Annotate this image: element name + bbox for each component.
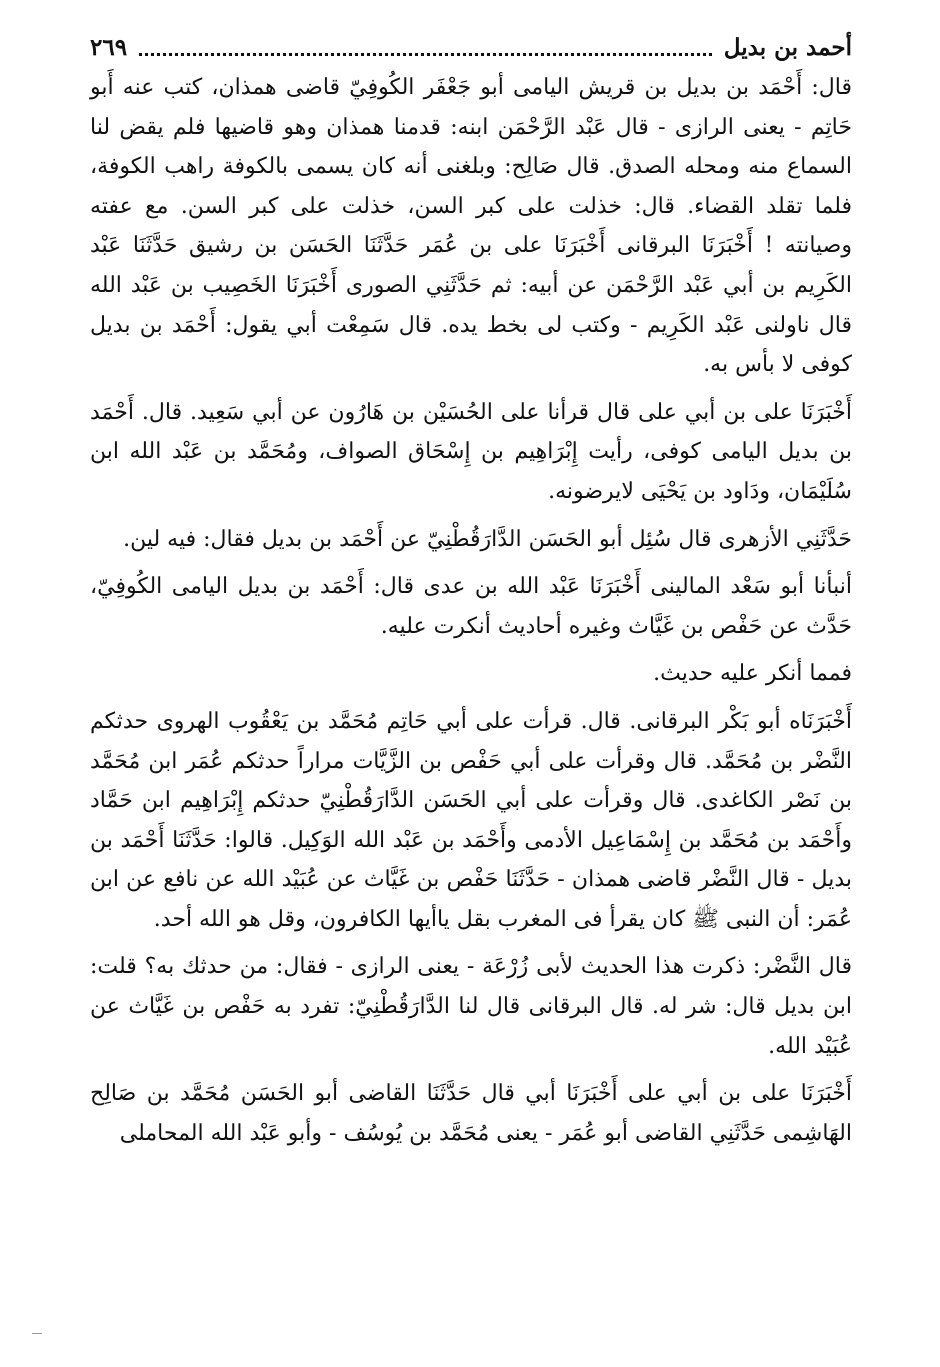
paragraph: أَخْبَرَنَاه أبو بَكْر البرقانى. قال. قرأت على أبي حَاتِم مُحَمَّد بن يَعْقُوب الهروى حدثكم النَّضْر بن مُحَمَّد. قال وقرأت على أبي حَفْص بن الزَّيَّات مراراً حدثكم عُمَر ابن مُحَمَّد بن نَصْر الكاغدى. قال وقرأت على أبي الحَسَن الدَّارَقُطْنِيّ حدثكم إِبْرَاهِيم ابن حَمَّاد وأَحْمَد بن مُحَمَّد بن إِسْمَاعِيل الأدمى وأَحْمَد بن عَبْد الله الوَكِيل. قالوا: حَدَّثَنَا أَحْمَد بن بديل - قال النَّضْر قاضى همذان - حَدَّثَنَا حَفْص بن غَيَّاث عن عُبَيْد الله عن نافع عن ابن عُمَر: أن النبى ﷺ كان يقرأ فى المغرب بقل ياأيها الكافرون، وقل هو الله أحد. <box>90 708 852 932</box>
page-number: ٢٦٩ <box>90 34 128 61</box>
paragraph: أنبأنا أبو سَعْد المالينى أَخْبَرَنَا عَبْد الله بن عدى قال: أَحْمَد بن بديل اليامى الكُوفِيّ، حَدَّث عن حَفْص بن غَيَّاث وغيره أحاديث أنكرت عليه. <box>90 574 852 639</box>
paragraph: فمما أنكر عليه حديث. <box>653 661 852 687</box>
paragraph: قال: أَحْمَد بن بديل بن قريش اليامى أبو جَعْفَر الكُوفِيّ قاضى همذان، كتب عنه أَبو حَاتِم - يعنى الرازى - قال عَبْد الرَّحْمَن ابنه: قدمنا همذان وهو قاضيها فلم يقض لنا السماع منه ومحله الصدق. قال صَالِح: وبلغنى أنه كان يسمى بالكوفة راهب الكوفة، فلما تقلد القضاء. قال: خذلت على كبر السن، خذلت على كبر السن. مع عفته وصيانته ! أَخْبَرَنَا البرقانى أَخْبَرَنَا على بن عُمَر حَدَّثَنَا الحَسَن بن رشيق حَدَّثَنَا عَبْد الكَرِيم بن أبي عَبْد الرَّحْمَن عن أبيه: ثم حَدَّثَنِي الصورى أَخْبَرَنَا الخَصِيب بن عَبْد الله قال ناولنى عَبْد الكَرِيم - وكتب لى بخط يده. قال سَمِعْت أبي يقول: أَحْمَد بن بديل كوفى لا بأس به. <box>90 75 852 378</box>
paragraph: قال النَّضْر: ذكرت هذا الحديث لأبى زُرْعَة - يعنى الرازى - فقال: من حدثك به؟ قلت: ابن بديل قال: شر له. قال البرقانى قال لنا الدَّارَقُطْنِيّ: تفرد به حَفْص بن غَيَّاث عن عُبَيْد الله. <box>90 954 852 1059</box>
running-title: أحمد بن بديل <box>723 34 852 61</box>
header-dot-leader <box>139 53 712 56</box>
book-page <box>90 28 852 1153</box>
paragraph: حَدَّثَنِي الأزهرى قال سُئِل أبو الحَسَن الدَّارَقُطْنِيّ عن أَحْمَد بن بديل فقال: فيه لين. <box>123 526 852 552</box>
scan-mark <box>32 1333 42 1334</box>
page-header <box>90 28 852 68</box>
paragraph: أَخْبَرَنَا على بن أبي على قال قرأنا على الحُسَيْن بن هَارُون عن أبي سَعِيد. قال. أَحْمَد بن بديل اليامى كوفى، رأيت إِبْرَاهِيم بن إِسْحَاق الصواف، ومُحَمَّد بن عَبْد الله ابن سُلَيْمَان، ودَاود بن يَحْيَى لايرضونه. <box>90 399 852 504</box>
paragraph: أَخْبَرَنَا على بن أبي على أَخْبَرَنَا أبي قال حَدَّثَنَا القاضى أبو الحَسَن مُحَمَّد بن صَالِح الهَاشِمى حَدَّثَنِي القاضى أبو عُمَر - يعنى مُحَمَّد بن يُوسُف - وأبو عَبْد الله المحاملى <box>90 1081 852 1146</box>
